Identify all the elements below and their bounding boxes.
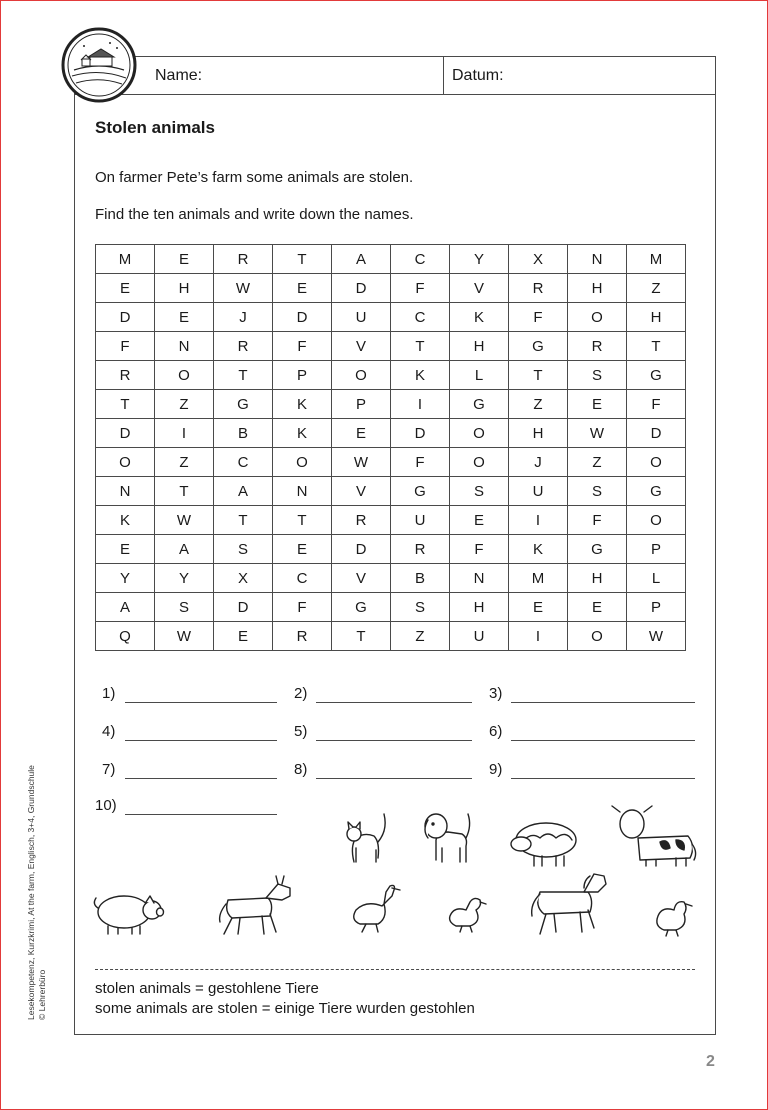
grid-cell[interactable]: T [627, 332, 686, 361]
grid-row [96, 332, 686, 361]
grid-cell[interactable]: B [214, 419, 273, 448]
answer-line[interactable] [511, 702, 695, 703]
grid-cell[interactable]: A [214, 477, 273, 506]
grid-cell[interactable]: I [391, 390, 450, 419]
grid-row [96, 245, 686, 274]
glossary-line-1: stolen animals = gestohlene Tiere [95, 980, 319, 997]
grid-cell[interactable]: R [273, 622, 332, 651]
grid-row [96, 622, 686, 651]
grid-cell[interactable]: E [509, 593, 568, 622]
grid-cell[interactable]: R [214, 332, 273, 361]
grid-cell[interactable]: T [214, 361, 273, 390]
grid-cell[interactable]: I [155, 419, 214, 448]
grid-cell[interactable]: G [391, 477, 450, 506]
grid-cell[interactable]: S [568, 361, 627, 390]
farm-logo-icon [60, 26, 138, 104]
header-divider [443, 57, 444, 94]
grid-cell[interactable]: R [391, 535, 450, 564]
grid-cell[interactable]: Q [96, 622, 155, 651]
grid-cell[interactable]: S [214, 535, 273, 564]
credit-line-1: Lesekompetenz, Kurzkrimi, At the farm, Englisch, 3+4, Grundschule [26, 765, 36, 1020]
answer-label: 5) [294, 723, 308, 740]
grid-cell[interactable]: C [391, 245, 450, 274]
answer-label: 9) [489, 761, 503, 778]
grid-cell[interactable]: O [450, 419, 509, 448]
grid-cell[interactable]: K [391, 361, 450, 390]
grid-cell[interactable]: L [450, 361, 509, 390]
side-credit [26, 765, 48, 1020]
grid-cell[interactable]: T [273, 506, 332, 535]
grid-cell[interactable]: A [96, 593, 155, 622]
grid-cell[interactable]: G [214, 390, 273, 419]
grid-cell[interactable]: G [450, 390, 509, 419]
grid-cell[interactable]: E [332, 419, 391, 448]
date-label: Datum: [452, 67, 504, 84]
grid-cell[interactable]: C [391, 303, 450, 332]
grid-cell[interactable]: R [568, 332, 627, 361]
grid-cell[interactable]: M [627, 245, 686, 274]
dashed-separator [95, 969, 695, 970]
answer-line[interactable] [316, 740, 472, 741]
grid-cell[interactable]: R [96, 361, 155, 390]
grid-row [96, 593, 686, 622]
grid-cell[interactable]: K [273, 390, 332, 419]
grid-cell[interactable]: G [509, 332, 568, 361]
grid-cell[interactable]: A [155, 535, 214, 564]
grid-cell[interactable]: H [450, 593, 509, 622]
grid-cell[interactable]: O [96, 448, 155, 477]
intro-text: On farmer Pete’s farm some animals are stolen. [95, 169, 414, 186]
grid-row [96, 390, 686, 419]
header-bar [75, 57, 715, 95]
name-label: Name: [155, 67, 203, 84]
grid-cell[interactable]: M [509, 564, 568, 593]
grid-cell[interactable]: F [627, 390, 686, 419]
grid-cell[interactable]: F [273, 593, 332, 622]
grid-row [96, 303, 686, 332]
grid-cell[interactable]: Z [155, 448, 214, 477]
grid-cell[interactable]: K [450, 303, 509, 332]
grid-cell[interactable]: P [332, 390, 391, 419]
grid-cell[interactable]: E [155, 245, 214, 274]
grid-cell[interactable]: F [273, 332, 332, 361]
grid-cell[interactable]: E [450, 506, 509, 535]
grid-cell[interactable]: W [155, 506, 214, 535]
grid-cell[interactable]: W [214, 274, 273, 303]
grid-cell[interactable]: O [568, 622, 627, 651]
grid-cell[interactable]: T [96, 390, 155, 419]
grid-row [96, 448, 686, 477]
answer-line[interactable] [511, 778, 695, 779]
grid-cell[interactable]: D [391, 419, 450, 448]
answer-label: 4) [102, 723, 116, 740]
grid-cell[interactable]: U [450, 622, 509, 651]
grid-row [96, 274, 686, 303]
grid-cell[interactable]: F [391, 448, 450, 477]
grid-cell[interactable]: O [450, 448, 509, 477]
answer-line[interactable] [511, 740, 695, 741]
grid-cell[interactable]: C [214, 448, 273, 477]
grid-cell[interactable]: D [96, 419, 155, 448]
grid-cell[interactable]: D [273, 303, 332, 332]
answer-label: 1) [102, 685, 116, 702]
grid-cell[interactable]: N [96, 477, 155, 506]
grid-cell[interactable]: S [450, 477, 509, 506]
grid-cell[interactable]: D [332, 535, 391, 564]
grid-cell[interactable]: G [627, 477, 686, 506]
grid-cell[interactable]: I [509, 506, 568, 535]
grid-cell[interactable]: Z [155, 390, 214, 419]
answer-label: 3) [489, 685, 503, 702]
grid-cell[interactable]: K [273, 419, 332, 448]
grid-cell[interactable]: G [568, 535, 627, 564]
glossary-line-2: some animals are stolen = einige Tiere wurden gestohlen [95, 1000, 475, 1017]
grid-cell[interactable]: N [155, 332, 214, 361]
grid-cell[interactable]: E [155, 303, 214, 332]
answer-line[interactable] [125, 740, 277, 741]
grid-row [96, 506, 686, 535]
grid-cell[interactable]: S [155, 593, 214, 622]
grid-cell[interactable]: N [568, 245, 627, 274]
grid-cell[interactable]: U [332, 303, 391, 332]
grid-cell[interactable]: V [332, 477, 391, 506]
grid-cell[interactable]: X [214, 564, 273, 593]
grid-cell[interactable]: F [509, 303, 568, 332]
answer-label: 2) [294, 685, 308, 702]
grid-cell[interactable]: O [568, 303, 627, 332]
grid-cell[interactable]: U [391, 506, 450, 535]
answer-label: 8) [294, 761, 308, 778]
grid-cell[interactable]: D [332, 274, 391, 303]
grid-cell[interactable]: K [509, 535, 568, 564]
grid-cell[interactable]: H [509, 419, 568, 448]
grid-cell[interactable]: S [568, 477, 627, 506]
grid-row [96, 361, 686, 390]
grid-cell[interactable]: O [332, 361, 391, 390]
grid-cell[interactable]: M [96, 245, 155, 274]
grid-cell[interactable]: I [509, 622, 568, 651]
grid-cell[interactable]: K [96, 506, 155, 535]
grid-cell[interactable]: W [332, 448, 391, 477]
grid-cell[interactable]: P [627, 535, 686, 564]
answer-line[interactable] [125, 778, 277, 779]
grid-cell[interactable]: E [568, 390, 627, 419]
grid-row [96, 477, 686, 506]
grid-cell[interactable]: T [273, 245, 332, 274]
grid-cell[interactable]: H [627, 303, 686, 332]
answer-label: 7) [102, 761, 116, 778]
grid-cell[interactable]: E [568, 593, 627, 622]
worksheet-title: Stolen animals [95, 118, 215, 137]
grid-cell[interactable]: Z [568, 448, 627, 477]
grid-cell[interactable]: G [627, 361, 686, 390]
grid-cell[interactable]: T [155, 477, 214, 506]
grid-cell[interactable]: D [214, 593, 273, 622]
grid-row [96, 419, 686, 448]
grid-cell[interactable]: J [214, 303, 273, 332]
answer-line[interactable] [125, 814, 277, 815]
answer-label: 10) [95, 797, 117, 814]
grid-cell[interactable]: U [509, 477, 568, 506]
grid-cell[interactable]: P [627, 593, 686, 622]
grid-cell[interactable]: T [214, 506, 273, 535]
grid-cell[interactable]: D [96, 303, 155, 332]
grid-cell[interactable]: O [155, 361, 214, 390]
answer-line[interactable] [125, 702, 277, 703]
grid-cell[interactable]: N [273, 477, 332, 506]
grid-cell[interactable]: N [450, 564, 509, 593]
grid-cell[interactable]: V [332, 332, 391, 361]
grid-cell[interactable]: E [273, 535, 332, 564]
grid-cell[interactable]: R [509, 274, 568, 303]
task-text: Find the ten animals and write down the names. [95, 206, 414, 223]
grid-cell[interactable]: L [627, 564, 686, 593]
answer-line[interactable] [316, 702, 472, 703]
grid-cell[interactable]: H [568, 274, 627, 303]
grid-cell[interactable]: R [214, 245, 273, 274]
grid-cell[interactable]: Z [509, 390, 568, 419]
word-search-grid [95, 244, 686, 651]
grid-cell[interactable]: C [273, 564, 332, 593]
grid-cell[interactable]: B [391, 564, 450, 593]
grid-cell[interactable]: T [391, 332, 450, 361]
grid-cell[interactable]: W [155, 622, 214, 651]
grid-cell[interactable]: J [509, 448, 568, 477]
grid-cell[interactable]: G [332, 593, 391, 622]
grid-row [96, 564, 686, 593]
grid-cell[interactable]: E [96, 274, 155, 303]
grid-cell[interactable]: T [332, 622, 391, 651]
grid-cell[interactable]: W [568, 419, 627, 448]
grid-cell[interactable]: Y [450, 245, 509, 274]
grid-cell[interactable]: F [96, 332, 155, 361]
grid-cell[interactable]: Y [155, 564, 214, 593]
grid-cell[interactable]: O [627, 448, 686, 477]
grid-cell[interactable]: H [568, 564, 627, 593]
grid-cell[interactable]: V [332, 564, 391, 593]
grid-cell[interactable]: F [450, 535, 509, 564]
grid-cell[interactable]: F [568, 506, 627, 535]
page-number: 2 [706, 1053, 715, 1070]
grid-cell[interactable]: O [273, 448, 332, 477]
grid-cell[interactable]: S [391, 593, 450, 622]
grid-cell[interactable]: D [627, 419, 686, 448]
grid-cell[interactable]: V [450, 274, 509, 303]
grid-cell[interactable]: A [332, 245, 391, 274]
grid-row [96, 535, 686, 564]
grid-cell[interactable]: E [214, 622, 273, 651]
grid-cell[interactable]: R [332, 506, 391, 535]
grid-cell[interactable]: O [627, 506, 686, 535]
grid-cell[interactable]: F [391, 274, 450, 303]
grid-cell[interactable]: W [627, 622, 686, 651]
credit-line-2: © Lehrerbüro [37, 969, 47, 1020]
grid-cell[interactable]: H [155, 274, 214, 303]
grid-cell[interactable]: T [509, 361, 568, 390]
answer-line[interactable] [316, 778, 472, 779]
grid-cell[interactable]: E [96, 535, 155, 564]
answer-label: 6) [489, 723, 503, 740]
grid-cell[interactable]: E [273, 274, 332, 303]
grid-cell[interactable]: X [509, 245, 568, 274]
grid-cell[interactable]: Y [96, 564, 155, 593]
grid-cell[interactable]: Z [391, 622, 450, 651]
grid-cell[interactable]: Z [627, 274, 686, 303]
grid-cell[interactable]: H [450, 332, 509, 361]
grid-cell[interactable]: P [273, 361, 332, 390]
